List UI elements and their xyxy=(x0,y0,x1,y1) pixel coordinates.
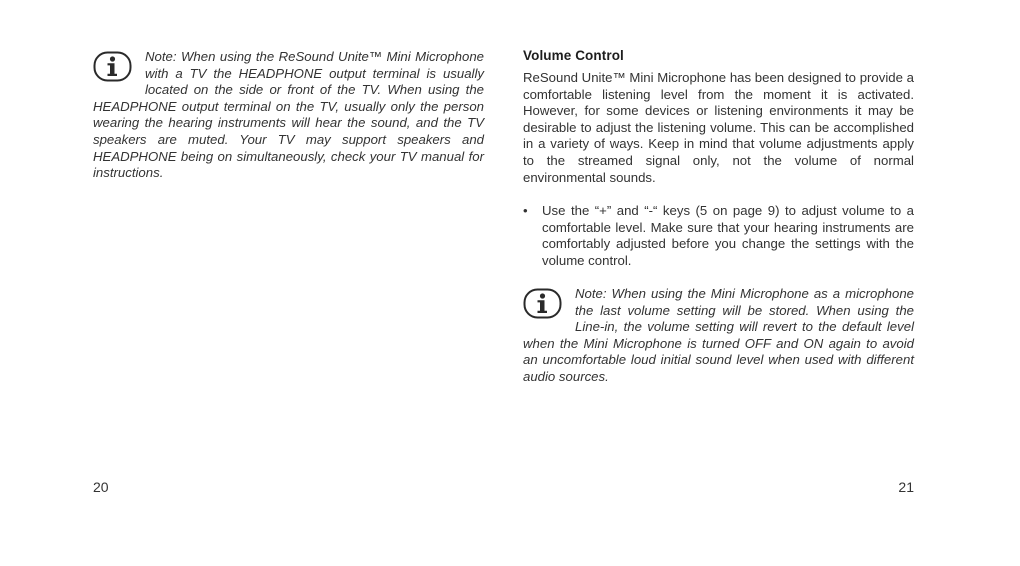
right-page xyxy=(510,0,1020,566)
page-number: 20 xyxy=(93,479,109,495)
note-text: Note: When using the ReSound Unite™ Mini Microphone with a TV the HEADPHONE output terminal is usually located on the side or front of the TV. When using the HEADPHONE output terminal on the TV, usually only the person wearing the hearing instruments will hear the sound, and the TV speakers are muted. Your TV may support speakers and HEADPHONE being on simultaneously, check your TV manual for instructions. xyxy=(93,49,484,181)
volume-paragraph: ReSound Unite™ Mini Microphone has been designed to provide a comfortable listening level from the moment it is activated. However, for some devices or listening environments it may be desirable to adjust the listening volume. This can be accomplished in a variety of ways. Keep in mind that volume adjustments apply to the streamed signal only, not the volume of normal environmental sounds. xyxy=(523,70,914,185)
section-heading: Volume Control xyxy=(523,48,624,63)
note-tv-headphone xyxy=(93,49,484,182)
bullet-text: Use the “+” and “-“ keys (5 on page 9) to adjust volume to a comfortable level. Make sure that your hearing instruments are comfortably adjusted before you change the settings with the volume control. xyxy=(542,203,914,268)
bullet-item xyxy=(523,203,914,269)
info-icon xyxy=(93,51,132,82)
page-number: 21 xyxy=(898,479,914,495)
note-volume-storage xyxy=(523,286,914,386)
info-icon xyxy=(523,288,562,319)
note-text: Note: When using the Mini Microphone as a microphone the last volume setting will be stored. When using the Line-in, the volume setting will revert to the default level when the Mini Microphone is turned OFF and ON again to avoid an uncomfortable loud initial sound level when used with different audio sources. xyxy=(523,286,914,384)
bullet-dot: • xyxy=(523,203,528,218)
